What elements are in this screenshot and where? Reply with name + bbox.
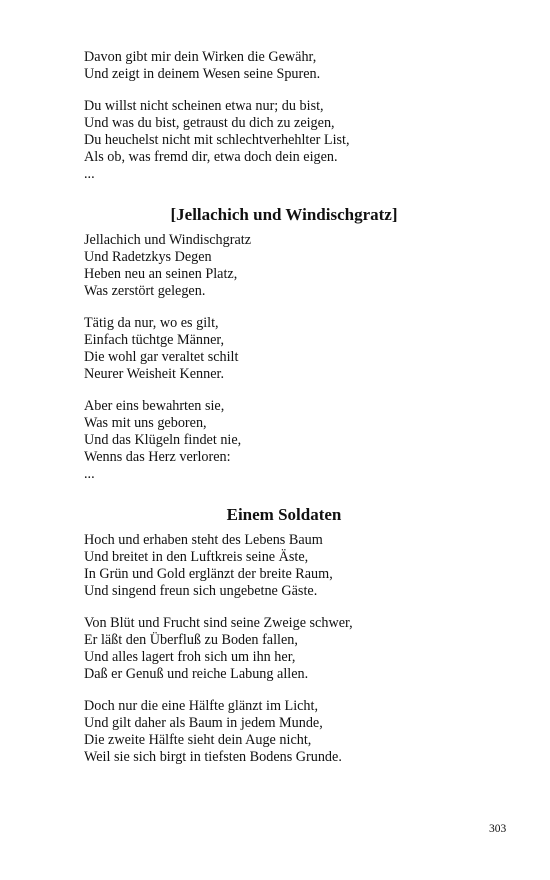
verse-line: Weil sie sich birgt in tiefsten Bodens Grunde. — [84, 749, 342, 765]
verse-line: Neurer Weisheit Kenner. — [84, 366, 225, 382]
verse-line: Als ob, was fremd dir, etwa doch dein eigen. — [84, 149, 338, 165]
verse-line: Wenns das Herz verloren: — [84, 449, 231, 465]
ellipsis: ... — [84, 166, 95, 182]
stanza — [84, 49, 484, 83]
page-number: 303 — [489, 823, 507, 835]
stanza — [84, 532, 484, 600]
stanza — [84, 315, 484, 383]
ellipsis: ... — [84, 466, 95, 482]
verse-line: Und zeigt in deinem Wesen seine Spuren. — [84, 66, 321, 82]
verse-line: Aber eins bewahrten sie, — [84, 398, 225, 414]
page-body — [84, 49, 484, 766]
poem-jellachich — [84, 205, 484, 483]
verse-line: Hoch und erhaben steht des Lebens Baum — [84, 532, 323, 548]
verse-line: Die zweite Hälfte sieht dein Auge nicht, — [84, 732, 312, 748]
verse-line: Tätig da nur, wo es gilt, — [84, 315, 219, 331]
verse-line: Was mit uns geboren, — [84, 415, 207, 431]
poem-einem-soldaten — [84, 505, 484, 766]
poem-title: [Jellachich und Windischgratz] — [170, 205, 398, 224]
verse-line: Was zerstört gelegen. — [84, 283, 206, 299]
verse-line: Du willst nicht scheinen etwa nur; du bist, — [84, 98, 324, 114]
verse-line: Einfach tüchtge Männer, — [84, 332, 225, 348]
poem-title: Einem Soldaten — [226, 505, 342, 524]
verse-line: Die wohl gar veraltet schilt — [84, 349, 239, 365]
verse-line: Doch nur die eine Hälfte glänzt im Licht, — [84, 698, 319, 714]
stanza — [84, 615, 484, 683]
verse-line: Und alles lagert froh sich um ihn her, — [84, 649, 296, 665]
verse-line: Du heuchelst nicht mit schlechtverhehlter List, — [84, 132, 350, 148]
stanza — [84, 232, 484, 300]
verse-line: Jellachich und Windischgratz — [84, 232, 252, 248]
verse-line: Und singend freun sich ungebetne Gäste. — [84, 583, 318, 599]
stanza — [84, 398, 484, 483]
verse-line: In Grün und Gold erglänzt der breite Raum, — [84, 566, 333, 582]
verse-line: Daß er Genuß und reiche Labung allen. — [84, 666, 309, 682]
verse-line: Und Radetzkys Degen — [84, 249, 212, 265]
stanza — [84, 698, 484, 766]
poem-continuation — [84, 49, 484, 183]
verse-line: Heben neu an seinen Platz, — [84, 266, 238, 282]
verse-line: Von Blüt und Frucht sind seine Zweige schwer, — [84, 615, 353, 631]
verse-line: Er läßt den Überfluß zu Boden fallen, — [84, 632, 298, 648]
verse-line: Und breitet in den Luftkreis seine Äste, — [84, 549, 309, 565]
verse-line: Und das Klügeln findet nie, — [84, 432, 242, 448]
verse-line: Und was du bist, getraust du dich zu zeigen, — [84, 115, 335, 131]
verse-line: Und gilt daher als Baum in jedem Munde, — [84, 715, 323, 731]
verse-line: Davon gibt mir dein Wirken die Gewähr, — [84, 49, 317, 65]
stanza — [84, 98, 484, 183]
